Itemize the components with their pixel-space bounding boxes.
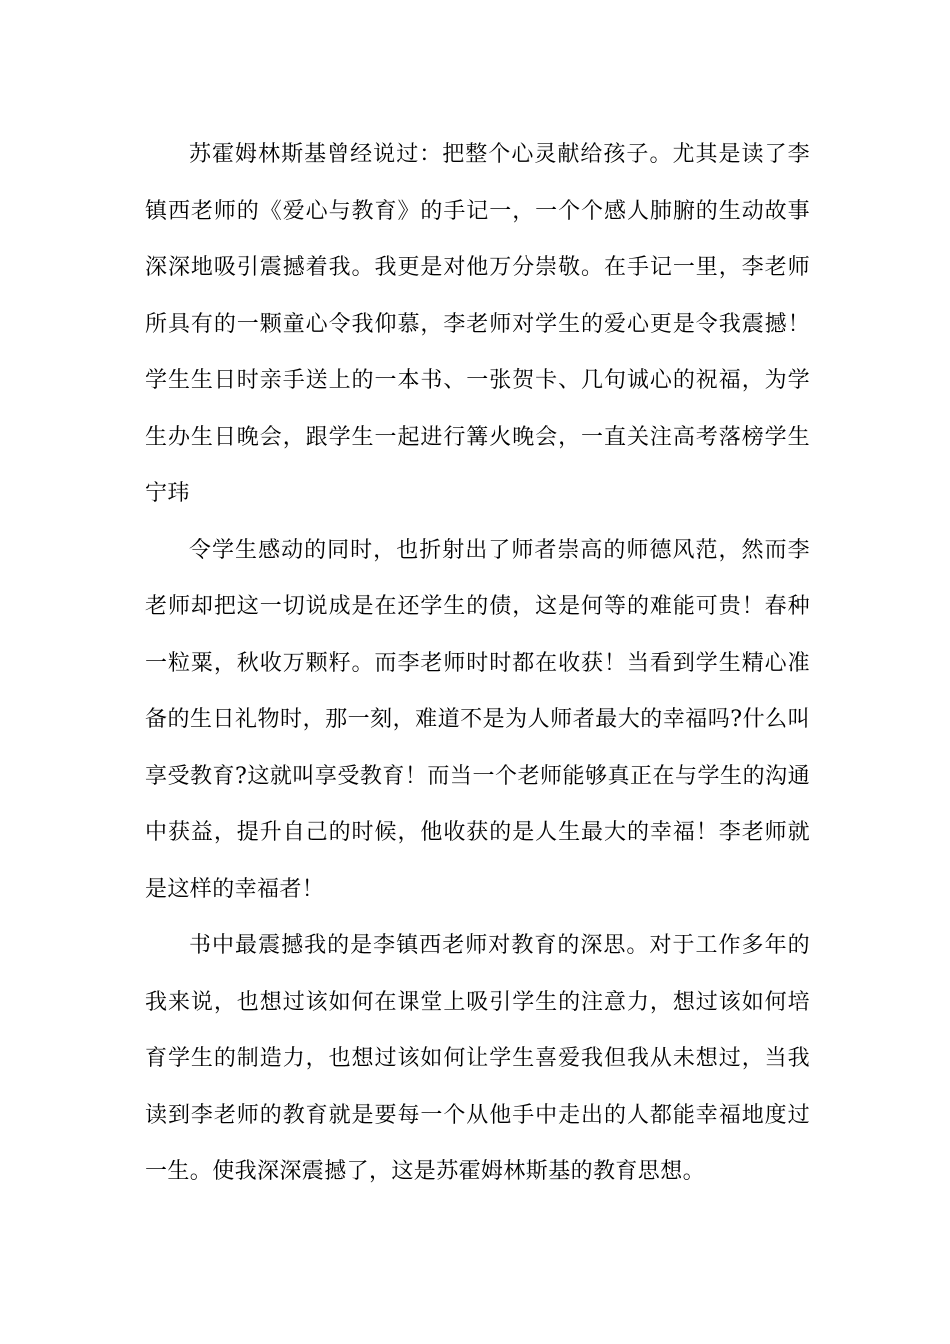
paragraph-2: 令学生感动的同时，也折射出了师者崇高的师德风范，然而李老师却把这一切说成是在还学生的债，这是何等的难能可贵！春种一粒粟，秋收万颗籽。而李老师时时都在收获！当看到学生精心准备的生日礼物时，那一刻，难道不是为人师者最大的幸福吗?什么叫享受教育?这就叫享受教育！而当一个老师能够真正在与学生的沟通中获益，提升自己的时候，他收获的是人生最大的幸福！李老师就是这样的幸福者！ bbox=[145, 537, 810, 902]
document-body bbox=[145, 127, 810, 1201]
paragraph-1: 苏霍姆林斯基曾经说过：把整个心灵献给孩子。尤其是读了李镇西老师的《爱心与教育》的手记一，一个个感人肺腑的生动故事深深地吸引震撼着我。我更是对他万分崇敬。在手记一里，李老师所具有的一颗童心令我仰慕，李老师对学生的爱心更是令我震撼！学生生日时亲手送上的一本书、一张贺卡、几句诚心的祝福，为学生办生日晚会，跟学生一起进行篝火晚会，一直关注高考落榜学生宁玮 bbox=[145, 142, 810, 506]
paragraph-3: 书中最震撼我的是李镇西老师对教育的深思。对于工作多年的我来说，也想过该如何在课堂上吸引学生的注意力，想过该如何培育学生的制造力，也想过该如何让学生喜爱我但我从未想过，当我读到李老师的教育就是要每一个从他手中走出的人都能幸福地度过一生。使我深深震撼了，这是苏霍姆林斯基的教育思想。 bbox=[145, 933, 810, 1184]
